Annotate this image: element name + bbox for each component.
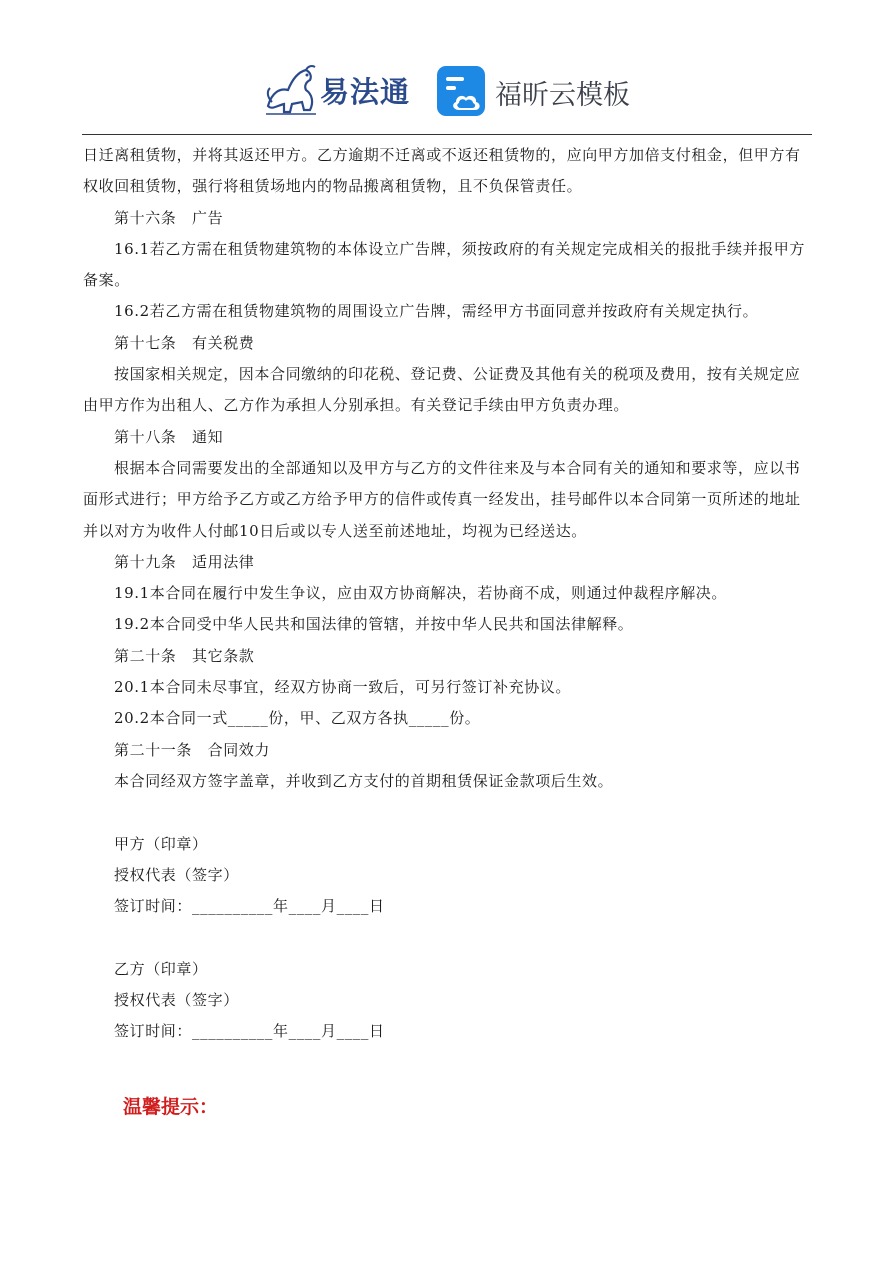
header-divider [82,134,812,135]
clause-heading: 第十七条 有关税费 [114,333,255,352]
clause-heading: 第十八条 通知 [114,427,224,446]
party-a-sign-date: 签订时间：__________年____月____日 [114,897,385,916]
foxit-template-logo [435,64,645,120]
page-header [0,0,893,135]
clause-heading: 第十九条 适用法律 [114,552,255,571]
party-b-seal: 乙方（印章） [114,959,208,978]
qilin-icon [262,62,320,118]
paragraph-line: 16.2若乙方需在租赁物建筑物的周围设立广告牌，需经甲方书面同意并按政府有关规定执行。 [114,302,759,321]
paragraph-line: 日迁离租赁物，并将其返还甲方。乙方逾期不迁离或不返还租赁物的，应向甲方加倍支付租金，但甲方有权收回租赁物，强行将租赁场地内的物品搬离租赁物，且不负保管责任。 [83,146,801,196]
yifatong-logo-text: 易法通 [320,75,411,109]
paragraph-line: 按国家相关规定，因本合同缴纳的印花税、登记费、公证费及其他有关的税项及费用，按有关规定应由甲方作为出租人、乙方作为承担人分别承担。有关登记手续由甲方负责办理。 [83,365,801,415]
paragraph-line: 16.1若乙方需在租赁物建筑物的本体设立广告牌，须按政府的有关规定完成相关的报批手续并报甲方备案。 [83,239,806,290]
party-b-representative: 授权代表（签字） [114,991,239,1010]
clause-heading: 第二十一条 合同效力 [114,740,271,759]
paragraph-line: 20.2本合同一式_____份，甲、乙双方各执_____份。 [114,709,481,728]
spacer [83,922,813,953]
cloud-document-icon [435,64,489,118]
paragraph-line: 20.1本合同未尽事宜，经双方协商一致后，可另行签订补充协议。 [114,678,572,697]
warm-tip-heading: 温馨提示： [123,1096,219,1118]
paragraph-line: 19.1本合同在履行中发生争议，应由双方协商解决，若协商不成，则通过仲裁程序解决。 [114,584,728,603]
yifatong-logo [262,60,422,118]
paragraph-line: 本合同经双方签字盖章，并收到乙方支付的首期租赁保证金款项后生效。 [114,771,614,790]
paragraph-line: 19.2本合同受中华人民共和国法律的管辖，并按中华人民共和国法律解释。 [114,615,634,634]
clause-heading: 第二十条 其它条款 [114,646,255,665]
paragraph-line: 根据本合同需要发出的全部通知以及甲方与乙方的文件往来及与本合同有关的通知和要求等，应以书面形式进行；甲方给予乙方或乙方给予甲方的信件或传真一经发出，挂号邮件以本合同第一页所述的地址并以对方为收件人付邮10日后或以专人送至前述地址，均视为已经送达。 [83,458,801,540]
spacer [83,797,813,828]
party-a-seal: 甲方（印章） [114,834,208,853]
party-a-representative: 授权代表（签字） [114,865,239,884]
clause-heading: 第十六条 广告 [114,208,224,227]
contract-body [83,140,813,1048]
party-b-sign-date: 签订时间：__________年____月____日 [114,1022,385,1041]
foxit-template-logo-text: 福昕云模板 [495,80,630,111]
